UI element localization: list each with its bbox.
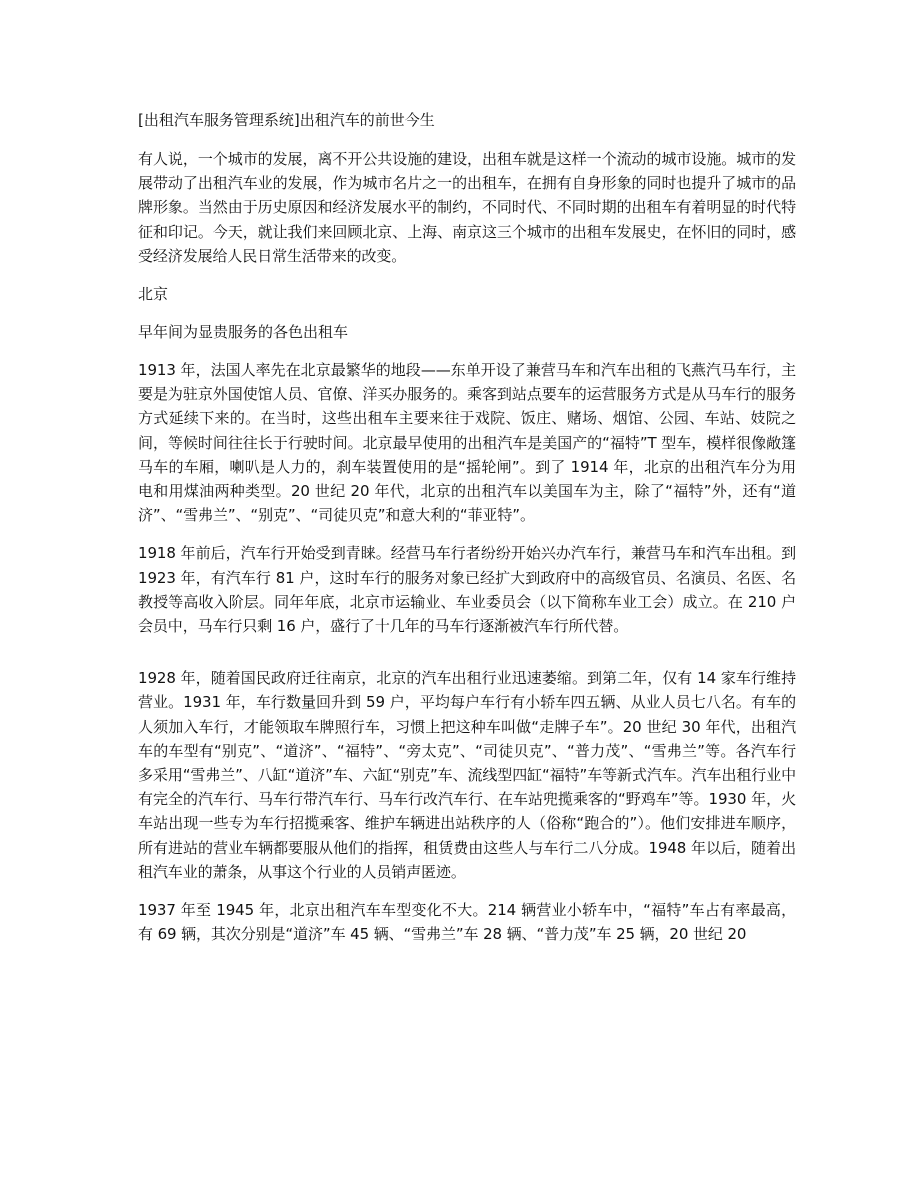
section-heading-beijing: 北京	[138, 285, 169, 304]
subsection-heading: 早年间为显贵服务的各色出租车	[138, 323, 349, 342]
body-paragraph-1913: 1913 年，法国人率先在北京最繁华的地段——东单开设了兼营马车和汽车出租的飞燕汽马车行，主要是为驻京外国使馆人员、官僚、洋买办服务的。乘客到站点要车的运营服务方式是从马车行的服务方式延续下来的。在当时，这些出租车主要来往于戏院、饭庄、赌场、烟馆、公园、车站、妓院之间，等候时间往往长于行驶时间。北京最早使用的出租汽车是美国产的“福特”T 型车，模样很像敞篷马车的车厢，喇叭是人力的，刹车装置使用的是“摇轮闸”。到了 1914 年，北京的出租汽车分为用电和用煤油两种类型。20 世纪 20 年代，北京的出租汽车以美国车为主，除了“福特”外，还有“道济”、“雪弗兰”、“别克”、“司徒贝克”和意大利的“菲亚特”。	[138, 361, 796, 525]
intro-paragraph: 有人说，一个城市的发展，离不开公共设施的建设，出租车就是这样一个流动的城市设施。城市的发展带动了出租汽车业的发展，作为城市名片之一的出租车，在拥有自身形象的同时也提升了城市的品牌形象。当然由于历史原因和经济发展水平的制约，不同时代、不同时期的出租车有着明显的时代特征和印记。今天，就让我们来回顾北京、上海、南京这三个城市的出租车发展史，在怀旧的同时，感受经济发展给人民日常生活带来的改变。	[138, 150, 796, 265]
document-page	[138, 108, 796, 960]
body-paragraph-1918: 1918 年前后，汽车行开始受到青睐。经营马车行者纷纷开始兴办汽车行，兼营马车和汽车出租。到 1923 年，有汽车行 81 户，这时车行的服务对象已经扩大到政府中的高级官员、名演员、名医、名教授等高收入阶层。同年年底，北京市运输业、车业委员会（以下简称车业工会）成立。在 210 户会员中，马车行只剩 16 户，盛行了十几年的马车行逐渐被汽车行所代替。	[138, 544, 796, 636]
body-paragraph-1937: 1937 年至 1945 年，北京出租汽车车型变化不大。214 辆营业小轿车中，“福特”车占有率最高，有 69 辆，其次分别是“道济”车 45 辆、“雪弗兰”车 28 辆、“普力茂”车 25 辆，20 世纪 20	[138, 901, 796, 944]
body-paragraph-1928: 1928 年，随着国民政府迁往南京，北京的汽车出租行业迅速萎缩。到第二年，仅有 14 家车行维持营业。1931 年，车行数量回升到 59 户，平均每户车行有小轿车四五辆、从业人员七八名。有车的人须加入车行，才能领取车牌照行车，习惯上把这种车叫做“走牌子车”。20 世纪 30 年代，出租汽车的车型有“别克”、“道济”、“福特”、“旁太克”、“司徒贝克”、“普力茂”、“雪弗兰”等。各汽车行多采用“雪弗兰”、八缸“道济”车、六缸“别克”车、流线型四缸“福特”车等新式汽车。汽车出租行业中有完全的汽车行、马车行带汽车行、马车行改汽车行、在车站兜揽乘客的“野鸡车”等。1930 年，火车站出现一些专为车行招揽乘客、维护车辆进出站秩序的人（俗称“跑合的”）。他们安排进车顺序，所有进站的营业车辆都要服从他们的指挥，租赁费由这些人与车行二八分成。1948 年以后，随着出租汽车业的萧条，从事这个行业的人员销声匿迹。	[138, 669, 796, 881]
paragraph-spacer	[138, 652, 796, 666]
document-title: [出租汽车服务管理系统]出租汽车的前世今生	[138, 111, 435, 129]
